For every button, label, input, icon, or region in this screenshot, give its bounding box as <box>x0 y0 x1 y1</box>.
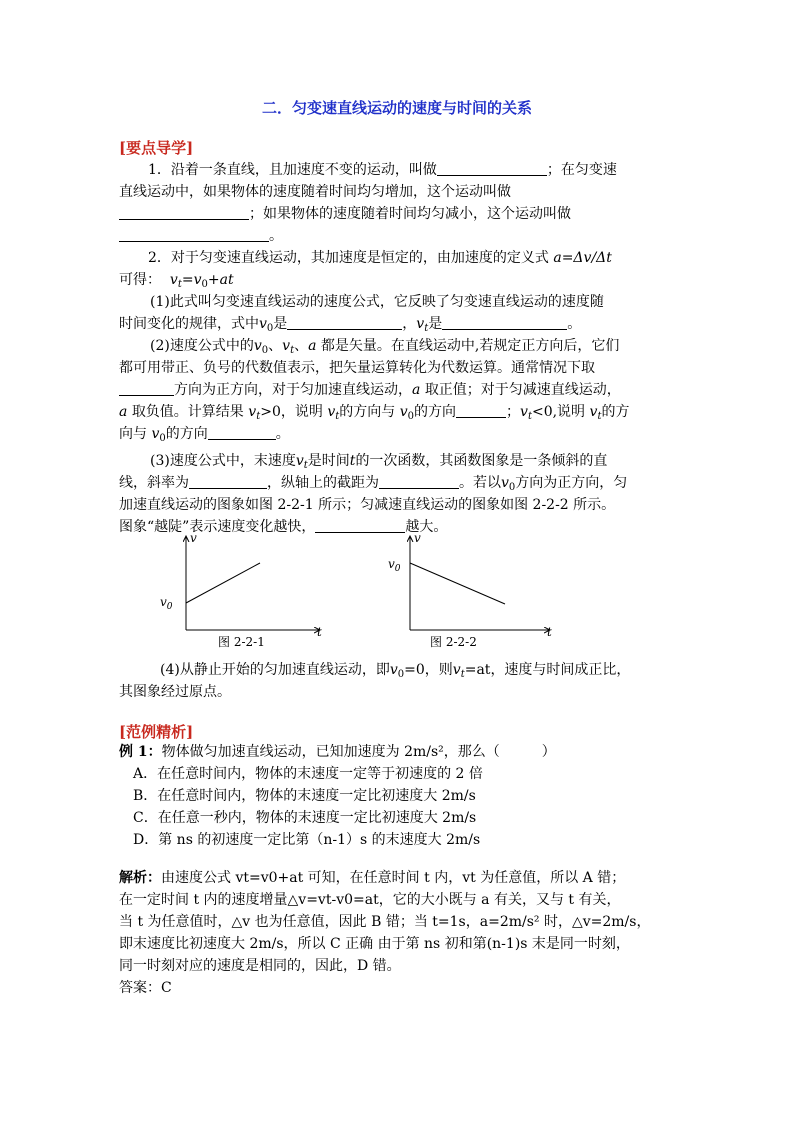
page-title: 二．匀变速直线运动的速度与时间的关系 <box>261 99 532 117</box>
intercept-label: $v_0$ <box>388 557 401 574</box>
x-axis-label: t <box>317 625 322 639</box>
intercept-label: $v_0$ <box>160 595 173 612</box>
x-axis-label: t <box>547 625 552 639</box>
p2-line2: 可得： $v_t=v_0+at$ <box>119 272 234 290</box>
option-a: A．在任意时间内，物体的末速度一定等于初速度的 2 倍 <box>133 766 483 782</box>
option-c: C．在任意一秒内，物体的末速度一定比初速度大 2m/s <box>133 810 477 826</box>
blank-3 <box>119 227 269 242</box>
p4-line3: 方向为正方向，对于匀加速直线运动，a 取正值；对于匀减速直线运动， <box>119 379 621 401</box>
p4-line4: a 取负值。计算结果 $v_t>0$，说明 $v_t$的方向与 $v_0$的方向 ；$v_t<0$,说明 $v_t$的方 <box>119 404 630 422</box>
p5-line1: (3)速度公式中，末速度$v_t$是时间t的一次函数，其函数图象是一条倾斜的直 <box>150 453 608 471</box>
figure-caption: 图 2-2-2 <box>430 635 477 649</box>
p3-line1: (1)此式叫匀变速直线运动的速度公式，它反映了匀变速直线运动的速度随 <box>150 294 604 310</box>
section-header-key-points: [要点导学] <box>119 139 194 157</box>
y-axis-label: v <box>190 531 197 545</box>
p6-line2: 其图象经过原点。 <box>119 684 231 700</box>
option-b: B．在任意时间内，物体的末速度一定比初速度大 2m/s <box>133 788 476 804</box>
analysis-line4: 即末速度比初速度大 2m/s，所以 C 正确 由于第 ns 初和第(n-1)s 末是同一时刻， <box>119 936 630 952</box>
blank-7 <box>456 403 506 418</box>
p1-line3: ；如果物体的速度随着时间均匀减小，这个运动叫做 <box>119 203 571 225</box>
analysis-line2: 在一定时间 t 内的速度增量△v=vt-v0=at，它的大小既与 a 有关，又与 t 有关， <box>119 892 621 908</box>
figure-caption: 图 2-2-1 <box>218 635 265 649</box>
velocity-line <box>186 563 260 603</box>
p4-line1: (2)速度公式中的$v_0$、$v_t$、a 都是矢量。在直线运动中,若规定正方向后，它们 <box>150 338 620 356</box>
p5-line2: 线，斜率为 ，纵轴上的截距为 。若以$v_0$方向为正方向，匀 <box>119 475 628 493</box>
blank-5 <box>442 315 567 330</box>
analysis-line5: 同一时刻对应的速度是相同的，因此，D 错。 <box>119 958 401 974</box>
option-d: D．第 ns 的初速度一定比第（n-1）s 的末速度大 2m/s <box>133 832 481 848</box>
y-axis-label: v <box>414 531 421 545</box>
analysis-line3: 当 t 为任意值时，△v 也为任意值，因此 B 错；当 t=1s，a=2m/s² 时，△v=2m/s， <box>119 914 651 930</box>
p1-line4: 。 <box>119 225 283 247</box>
p4-line5: 向与 $v_0$的方向 。 <box>119 426 290 444</box>
figure-2-2-2 <box>380 528 570 668</box>
blank-4 <box>287 315 402 330</box>
velocity-line <box>410 563 505 604</box>
blank-9 <box>189 474 267 489</box>
p1-line2: 直线运动中，如果物体的速度随着时间均匀增加，这个运动叫做 <box>119 184 511 200</box>
blank-2 <box>119 205 249 220</box>
p3-line2: 时间变化的规律，式中$v_0$是 ，$v_t$是 。 <box>119 316 582 334</box>
section-header-examples: [范例精析] <box>119 723 194 741</box>
blank-6 <box>119 381 174 396</box>
p2-line1: 2．对于匀变速直线运动，其加速度是恒定的，由加速度的定义式 a=Δv/Δt <box>148 250 612 266</box>
p1-line1: 1．沿着一条直线，且加速度不变的运动，叫做 ；在匀变速 <box>148 162 617 178</box>
figure-2-2-1 <box>150 528 340 668</box>
analysis-line1: 解析：由速度公式 vt=v0+at 可知，在任意时间 t 内，vt 为任意值，所以 A 错； <box>119 870 626 886</box>
p5-line4: 图象“越陡”表示速度变化越快， 越大。 <box>119 519 448 535</box>
p5-line3: 加速直线运动的图象如图 2-2-1 所示；匀减速直线运动的图象如图 2-2-2 所示。 <box>119 497 616 513</box>
blank-8 <box>208 425 276 440</box>
p6-line1: (4)从静止开始的匀加速直线运动，即$v_0=0$，则$v_t=at$，速度与时间成正比， <box>160 662 631 680</box>
answer: 答案：C <box>119 980 172 996</box>
p4-line2: 都可用带正、负号的代数值表示，把矢量运算转化为代数运算。通常情况下取 <box>119 360 595 376</box>
example-question: 例 1：物体做匀加速直线运动，已知加速度为 2m/s²，那么（ ） <box>119 744 556 760</box>
blank-10 <box>379 474 459 489</box>
blank-1 <box>437 161 547 176</box>
